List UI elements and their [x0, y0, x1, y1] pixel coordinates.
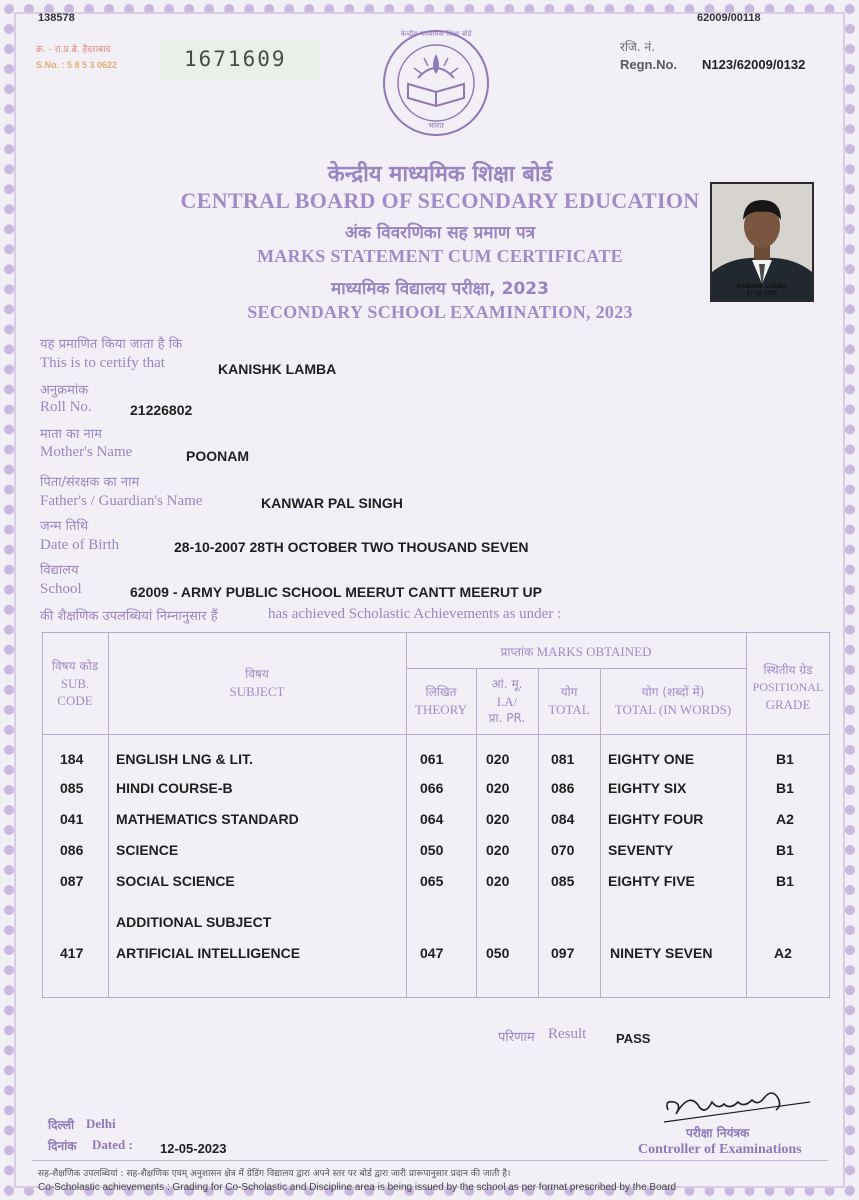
exam-title-hindi: माध्यमिक विद्यालय परीक्षा, 2023	[331, 279, 549, 299]
mother-label-hi: माता का नाम	[40, 427, 102, 442]
father-label-hi: पिता/संरक्षक का नाम	[40, 475, 140, 490]
subject-code: 087	[60, 873, 84, 889]
place-label: Delhi	[86, 1116, 116, 1131]
total-marks: 081	[551, 751, 575, 767]
co-scholastic-note-hi: सह-शैक्षणिक उपलब्धियां : सह-शैक्षणिक एवम् अनुशासन क्षेत्र में ग्रेडिंग विद्यालय द्वारा अपने स्तर पर बोर्ड द्वारा जारी प्रारूपानुसार प्रदान की जाती है।	[38, 1169, 511, 1179]
header-words-en: TOTAL (IN WORDS)	[614, 702, 732, 717]
dob-label: Date of Birth	[40, 537, 120, 553]
co-scholastic-note: Co-Scholastic achievements : Grading for Co-Scholastic and Discipline area is being issued by the school as per format prescribed by the Board	[38, 1182, 677, 1193]
header-grade-en1: POSITIONAL	[752, 680, 824, 694]
total-in-words: EIGHTY ONE	[608, 751, 695, 767]
header-words-hi: योग (शब्दों में)	[641, 685, 705, 699]
header-grade	[746, 662, 830, 713]
header-code-hi: विषय कोड	[51, 659, 99, 673]
ia-marks: 020	[486, 751, 510, 767]
header-code	[42, 658, 108, 709]
total-in-words: EIGHTY FIVE	[608, 873, 695, 889]
regn-label-hi: रजि. नं.	[620, 40, 656, 54]
photo-caption-name: KANISHK LAMBA	[736, 284, 788, 290]
document-title: MARKS STATEMENT CUM CERTIFICATE	[257, 246, 623, 266]
subject-name: SOCIAL SCIENCE	[116, 873, 235, 889]
mother-label: Mother's Name	[40, 444, 133, 460]
header-code-en2: CODE	[57, 693, 93, 708]
board-title: CENTRAL BOARD OF SECONDARY EDUCATION	[180, 188, 700, 213]
subject-code: 184	[60, 751, 84, 767]
result-label: Result	[548, 1026, 587, 1042]
header-theory-en: THEORY	[415, 702, 467, 717]
subject-name: MATHEMATICS STANDARD	[116, 811, 299, 827]
header-grade-hi: स्थितीय ग्रेड	[763, 663, 813, 677]
regn-label-en: Regn.No.	[620, 57, 678, 72]
issue-date: 12-05-2023	[160, 1141, 227, 1156]
subject-code: 041	[60, 811, 84, 827]
header-theory-hi: लिखित	[425, 685, 457, 699]
grade: A2	[776, 811, 794, 827]
header-subject-en: SUBJECT	[229, 684, 285, 699]
header-subject	[108, 666, 406, 700]
certify-label-hi: यह प्रमाणित किया जाता है कि	[40, 337, 183, 352]
header-ia-hi: आं. मू.	[491, 677, 523, 691]
header-total	[538, 684, 600, 718]
date-of-birth: 28-10-2007 28TH OCTOBER TWO THOUSAND SEVEN	[174, 539, 529, 555]
header-total-hi: योग	[560, 685, 578, 699]
serial-stamp: क्र. - रा.प्र.ब्रे. हैदराबाद S.No. : 5 8 5 3 0622	[36, 45, 118, 70]
header-ia-pr: प्रा. PR.	[488, 711, 526, 725]
serial-number: 1671609	[184, 47, 287, 71]
grade: B1	[776, 780, 794, 796]
subject-code: 086	[60, 842, 84, 858]
total-marks: 085	[551, 873, 575, 889]
table-divider	[406, 668, 746, 669]
achieved-label-hi: की शैक्षणिक उपलब्धियां निम्नानुसार हैं	[40, 609, 218, 624]
result-label-hi: परिणाम	[498, 1030, 535, 1045]
document-title-hindi: अंक विवरणिका सह प्रमाण पत्र	[344, 223, 536, 243]
header-marks	[406, 643, 746, 661]
subject-name: ENGLISH LNG & LIT.	[116, 751, 253, 767]
emblem-caption-top: केन्द्रीय माध्यमिक शिक्षा बोर्ड	[400, 30, 472, 38]
total-marks: 070	[551, 842, 575, 858]
result-value: PASS	[616, 1031, 651, 1046]
left-code: 138578	[38, 12, 75, 24]
controller-signature-icon	[660, 1080, 820, 1128]
header-grade-en2: GRADE	[765, 697, 811, 712]
photo-caption-date: 17-12-2021	[746, 291, 778, 297]
subject-code: 417	[60, 945, 84, 961]
header-total-en: TOTAL	[548, 702, 590, 717]
theory-marks: 065	[420, 873, 444, 889]
total-marks: 084	[551, 811, 575, 827]
grade: B1	[776, 751, 794, 767]
header-ia-en: I.A/	[496, 694, 518, 709]
controller-title: Controller of Examinations	[638, 1142, 802, 1157]
subject-code: 085	[60, 780, 84, 796]
ia-marks: 020	[486, 780, 510, 796]
table-divider	[42, 734, 830, 735]
total-in-words: EIGHTY SIX	[608, 780, 687, 796]
theory-marks: 061	[420, 751, 444, 767]
mother-name: POONAM	[186, 448, 249, 464]
ia-marks: 020	[486, 811, 510, 827]
roll-label-hi: अनुक्रमांक	[40, 383, 89, 398]
header-subject-hi: विषय	[245, 667, 269, 681]
dated-label-hi: दिनांक	[48, 1139, 77, 1153]
total-marks: 097	[551, 945, 575, 961]
controller-title-hi: परीक्षा नियंत्रक	[686, 1126, 750, 1140]
place-label-hi: दिल्ली	[48, 1118, 75, 1132]
regn-number: N123/62009/0132	[702, 57, 806, 72]
header-ia	[476, 676, 538, 727]
subject-name: SCIENCE	[116, 842, 179, 858]
ia-marks: 050	[486, 945, 510, 961]
theory-marks: 064	[420, 811, 444, 827]
father-name: KANWAR PAL SINGH	[261, 495, 403, 511]
theory-marks: 050	[420, 842, 444, 858]
right-code: 62009/00118	[697, 12, 761, 24]
subject-name: ARTIFICIAL INTELLIGENCE	[116, 945, 301, 961]
header-total-words	[600, 684, 746, 718]
header-theory	[406, 684, 476, 718]
father-label: Father's / Guardian's Name	[40, 493, 203, 509]
total-in-words: EIGHTY FOUR	[608, 811, 704, 827]
exam-title: SECONDARY SCHOOL EXAMINATION, 2023	[247, 302, 633, 322]
theory-marks: 066	[420, 780, 444, 796]
school-name: 62009 - ARMY PUBLIC SCHOOL MEERUT CANTT MEERUT UP	[130, 584, 543, 600]
achieved-label: has achieved Scholastic Achievements as under :	[268, 606, 562, 622]
dated-label: Dated :	[92, 1137, 133, 1152]
total-marks: 086	[551, 780, 575, 796]
total-in-words: NINETY SEVEN	[610, 945, 713, 961]
board-title-hindi: केन्द्रीय माध्यमिक शिक्षा बोर्ड	[327, 162, 553, 187]
total-in-words: SEVENTY	[608, 842, 674, 858]
ia-marks: 020	[486, 873, 510, 889]
student-photo	[710, 182, 814, 302]
ia-marks: 020	[486, 842, 510, 858]
header-code-en1: SUB.	[60, 676, 90, 691]
school-label-hi: विद्यालय	[40, 563, 79, 578]
subject-name: HINDI COURSE-B	[116, 780, 233, 796]
grade: B1	[776, 873, 794, 889]
additional-subject-label: ADDITIONAL SUBJECT	[116, 914, 272, 930]
header-marks-en: MARKS OBTAINED	[536, 644, 652, 659]
school-label: School	[40, 581, 82, 597]
emblem-caption-bottom: भारत	[428, 121, 444, 130]
grade: B1	[776, 842, 794, 858]
student-name: KANISHK LAMBA	[218, 361, 337, 377]
roll-label: Roll No.	[40, 399, 92, 415]
dob-label-hi: जन्म तिथि	[40, 519, 89, 534]
student-portrait-icon	[712, 184, 812, 300]
theory-marks: 047	[420, 945, 444, 961]
certify-label: This is to certify that	[40, 355, 165, 371]
footer-divider	[32, 1160, 828, 1161]
header-marks-hi: प्राप्तांक	[500, 645, 534, 659]
grade: A2	[774, 945, 792, 961]
roll-number: 21226802	[130, 402, 193, 418]
